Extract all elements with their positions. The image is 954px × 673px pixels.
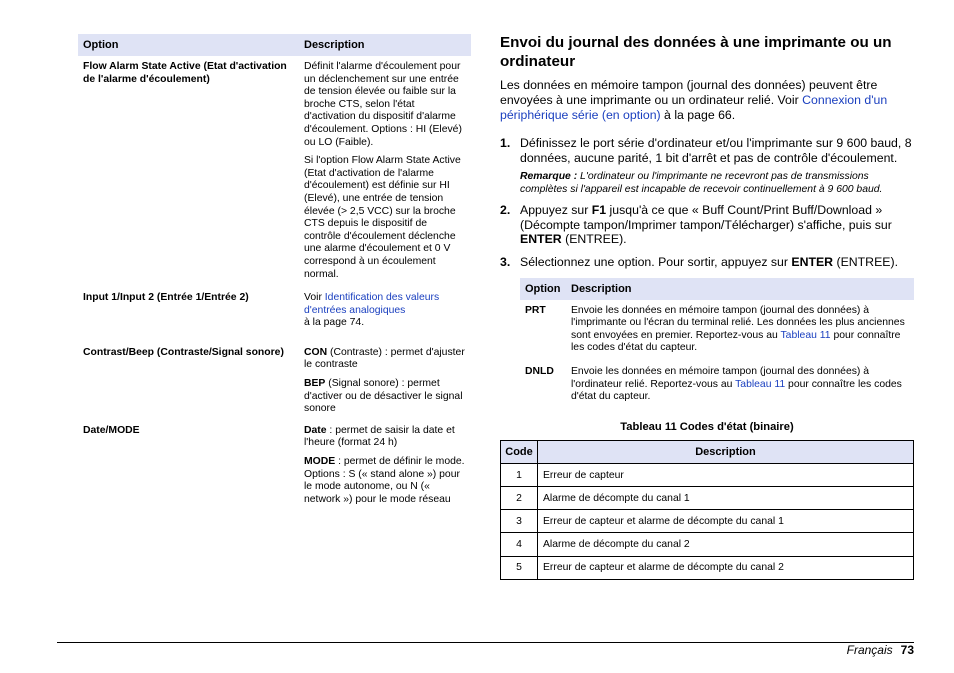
description-text: pour connaître les codes d'état du capteur. [571,378,902,403]
option-name: Date/MODE [83,424,140,436]
description-paragraph [304,456,465,506]
description-cell: Erreur de capteur [538,463,914,486]
note-text: L'ordinateur ou l'imprimante ne recevront pas de transmissions complètes si l'appareil est incapable de recevoir continuellement à 9 600 baud. [520,171,883,196]
header-description: Description [538,440,914,463]
description-text: : permet de définir le mode. Options : S (« stand alone ») pour le mode autonome, ou N (« network ») pour le mode réseau [304,456,465,505]
keyword: BEP [304,378,326,390]
header-option: Option [525,282,561,295]
table-row [501,487,914,510]
step-text [520,255,914,270]
note-label: Remarque : [520,171,578,183]
option-description [566,305,914,355]
step-2 [500,203,914,247]
step-text-part: Appuyez sur [520,203,592,218]
option-name: PRT [525,304,546,316]
keyword: Date [304,424,327,436]
code-cell: 4 [501,533,538,556]
table-row [520,300,914,355]
description-text: Voir [304,292,325,304]
page-footer [847,643,914,657]
option-description [299,61,471,281]
description-text: : permet de saisir la date et l'heure (format 24 h) [304,424,455,449]
step-text-part: Sélectionnez une option. Pour sortir, appuyez sur [520,254,792,269]
step-text-part: (ENTREE). [561,232,627,247]
link-table-11[interactable]: Tableau 11 [780,329,831,341]
step-number: 1. [500,136,511,150]
footer-language: Français [846,643,893,657]
step-text [520,203,914,247]
link-analog-inputs[interactable]: Identification des valeurs d'entrées analogiques [304,292,440,316]
key-label: F1 [591,203,607,218]
step-1 [500,136,914,165]
option-description [566,366,914,404]
option-name: DNLD [525,365,554,377]
intro-text: à la page 66. [660,108,736,122]
status-codes-table [500,440,914,580]
page-number: 73 [900,643,914,657]
description-text: Envoie les données en mémoire tampon (journal des données) à l'ordinateur relié. Reportez-vous au [571,365,870,390]
description-cell: Alarme de décompte du canal 2 [538,533,914,556]
option-description [299,347,471,416]
table-caption: Tableau 11 Codes d'état (binaire) [620,420,794,433]
option-name: Input 1/Input 2 (Entrée 1/Entrée 2) [83,292,249,304]
code-cell: 3 [501,510,538,533]
description-paragraph: Si l'option Flow Alarm State Active (Etat d'activation de l'alarme d'écoulement) est définie sur HI (Elevé), une entrée de tension élevée (> 2,5 VCC) sur la broche CTS depuis le dispositif de contrôle d'écoulement déclenche une alarme d'écoulement et 0 V correspond à un écoulement normal. [304,155,461,280]
description-paragraph: Définit l'alarme d'écoulement pour un déclenchement sur une entrée de tension élevée ou faible sur la broche CTS, selon l'état d'activation du dispositif d'alarme d'écoulement. Options : HI (Elevé) ou LO (Faible). [304,61,462,148]
step-number: 2. [500,203,511,218]
description-text: (Contraste) : permet d'ajuster le contraste [304,346,465,371]
table-row [78,347,471,416]
key-label: ENTER [520,232,562,247]
note [520,170,914,196]
description-paragraph [304,378,465,416]
table-row [78,425,471,507]
header-code: Code [501,440,538,463]
table-row [501,510,914,533]
table-row [78,61,471,281]
description-text: (Signal sonore) : permet d'activer ou de désactiver le signal sonore [304,378,463,415]
step-text-part: jusqu'à ce que « Buff Count/Print Buff/Download » (Décompte tampon/Imprimer tampon/Télécharger) s'affiche, puis sur [520,203,892,232]
option-description [299,425,471,507]
link-serial-device[interactable]: Connexion d'un périphérique série (en option) [500,93,888,122]
options-table-header [78,34,471,56]
step-number: 3. [500,254,511,269]
table-row [501,556,914,579]
option-name: Contrast/Beep (Contraste/Signal sonore) [83,346,284,358]
description-cell: Erreur de capteur et alarme de décompte du canal 2 [538,556,914,579]
section-intro [500,78,914,123]
option-name: Flow Alarm State Active (Etat d'activation de l'alarme d'écoulement) [83,61,287,85]
code-cell: 1 [501,463,538,486]
table-row [520,355,914,404]
table-header-row [501,440,914,463]
description-paragraph [304,347,465,372]
table-row [78,292,471,330]
option-description [299,292,471,330]
section-title: Envoi du journal des données à une imprimante ou un ordinateur [500,34,892,70]
description-paragraph [304,425,465,450]
code-cell: 5 [501,556,538,579]
step-3 [500,255,914,270]
sub-options-table [520,278,914,404]
footer-divider [57,642,914,643]
sub-table-header [520,278,914,300]
options-table [78,34,471,506]
key-label: ENTER [791,254,834,269]
keyword: CON [304,346,328,358]
header-description: Description [304,39,365,51]
table-row [501,533,914,556]
description-text: Envoie les données en mémoire tampon (journal des données) à l'imprimante ou l'écran du terminal relié. Les données les plus anciennes sont envoyées en premier. Reportez-vous au [571,304,905,341]
step-text: Définissez le port série d'ordinateur et/ou l'imprimante sur 9 600 baud, 8 données, aucune parité, 1 bit d'arrêt et pas de contrôle d'écoulement. [520,136,912,165]
description-cell: Alarme de décompte du canal 1 [538,487,914,510]
keyword: MODE [304,456,336,468]
header-option: Option [83,39,119,51]
link-table-11[interactable]: Tableau 11 [735,378,786,390]
table-row [501,463,914,486]
intro-text: Les données en mémoire tampon (journal des données) peuvent être envoyées à une imprimante ou un ordinateur relié. Voir [500,78,878,107]
description-text: pour connaître les codes d'état du capteur. [571,329,901,354]
section-data-log [500,34,914,580]
description-text: à la page 74. [304,317,365,329]
description-cell: Erreur de capteur et alarme de décompte du canal 1 [538,510,914,533]
code-cell: 2 [501,487,538,510]
header-description: Description [571,282,632,295]
step-text-part: (ENTREE). [833,254,898,269]
